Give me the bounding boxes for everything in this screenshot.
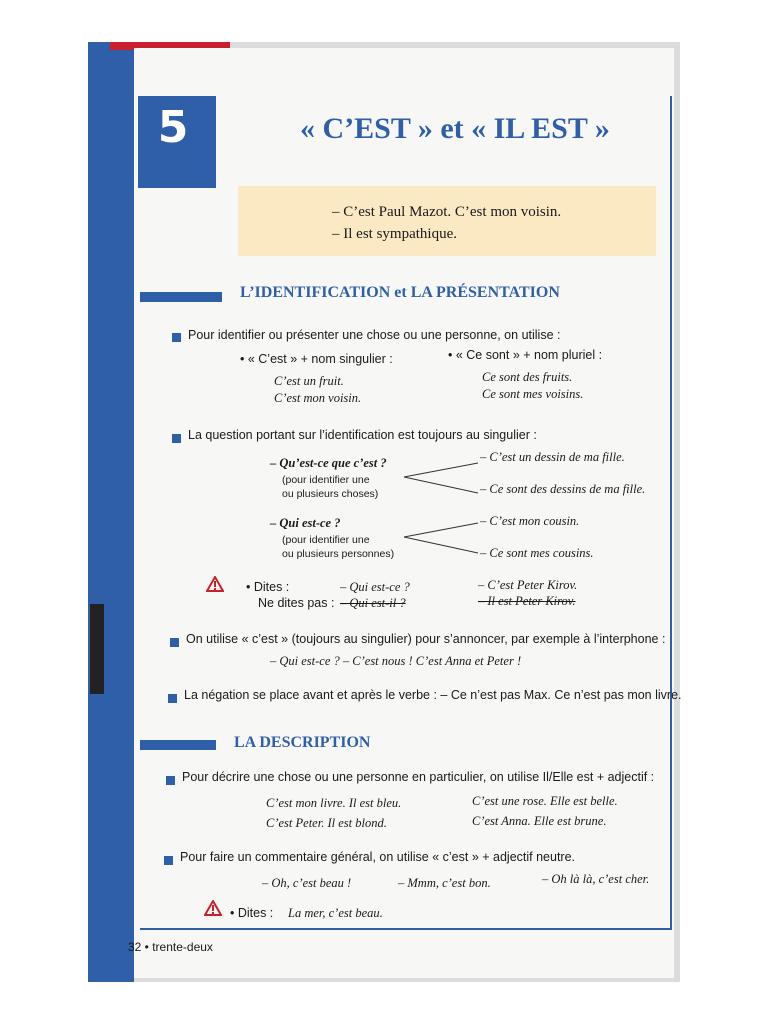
example: – Oh là là, c’est cher.: [542, 872, 650, 886]
page-footer: 32 • trente-deux: [128, 940, 213, 954]
square-bullet: [168, 694, 177, 703]
question: – Qui est-ce ?: [270, 516, 341, 530]
example: C’est mon voisin.: [274, 391, 362, 405]
wrong-example: – Il est Peter Kirov.: [478, 594, 576, 608]
intro-line-1: – C’est Paul Mazot. C’est mon voisin.: [332, 204, 562, 220]
square-bullet: [164, 856, 173, 865]
note: (pour identifier une: [282, 474, 370, 486]
answer: – C’est mon cousin.: [480, 514, 580, 528]
answer: – Ce sont mes cousins.: [480, 546, 594, 560]
wrong-example: – Qui est-il ?: [340, 596, 406, 610]
square-bullet: [170, 638, 179, 647]
blue-spine: [88, 42, 134, 982]
dites-label: • Dites :: [246, 580, 290, 594]
dites-label: • Dites :: [230, 906, 274, 920]
intro-box: [238, 186, 656, 256]
question: – Qu’est-ce que c’est ?: [270, 456, 387, 470]
note: (pour identifier une: [282, 534, 370, 546]
square-bullet: [172, 333, 181, 342]
square-bullet: [172, 434, 181, 443]
example: – Qui est-ce ? – C’est nous ! C’est Anna et Peter !: [270, 654, 522, 668]
binding-clips: [90, 604, 104, 694]
section-bar: [140, 292, 222, 302]
paragraph: Pour décrire une chose ou une personne en particulier, on utilise Il/Elle est + adjectif :: [182, 770, 655, 784]
paragraph: Pour identifier ou présenter une chose ou une personne, on utilise :: [188, 328, 561, 342]
note: ou plusieurs personnes): [282, 548, 395, 560]
example: Ce sont des fruits.: [482, 370, 573, 384]
section-bar: [140, 740, 216, 750]
answer: – Ce sont des dessins de ma fille.: [480, 482, 646, 496]
rule-ce-sont: • « Ce sont » + nom pluriel :: [448, 348, 603, 362]
ne-dites-pas-label: Ne dites pas :: [258, 596, 335, 610]
section-title-identification: L’IDENTIFICATION et LA PRÉSENTATION: [240, 284, 560, 301]
example: C’est mon livre. Il est bleu.: [266, 796, 402, 810]
example: – C’est Peter Kirov.: [478, 578, 578, 592]
paragraph: On utilise « c’est » (toujours au singulier) pour s’annoncer, par exemple à l’interphone :: [186, 632, 666, 646]
paragraph: Pour faire un commentaire général, on utilise « c’est » + adjectif neutre.: [180, 850, 576, 864]
rule-cest: • « C’est » + nom singulier :: [240, 352, 393, 366]
section-title-description: LA DESCRIPTION: [234, 734, 371, 751]
answer: – C’est un dessin de ma fille.: [480, 450, 625, 464]
square-bullet: [166, 776, 175, 785]
chapter-title: « C’EST » et « IL EST »: [300, 112, 610, 145]
warning-icon: [206, 576, 224, 592]
branch-lines: [400, 455, 480, 565]
example: C’est Peter. Il est blond.: [266, 816, 387, 830]
intro-line-2: – Il est sympathique.: [332, 226, 457, 242]
example: – Mmm, c’est bon.: [398, 876, 491, 890]
note: ou plusieurs choses): [282, 488, 379, 500]
example: La mer, c’est beau.: [288, 906, 383, 920]
warning-icon: [204, 900, 222, 916]
example: Ce sont mes voisins.: [482, 387, 584, 401]
example: – Oh, c’est beau !: [262, 876, 352, 890]
paragraph: La négation se place avant et après le verbe : – Ce n’est pas Max. Ce n’est pas mon livre.: [184, 688, 682, 702]
example: – Qui est-ce ?: [340, 580, 410, 594]
example: C’est Anna. Elle est brune.: [472, 814, 607, 828]
chapter-number: 5: [157, 102, 189, 153]
example: C’est un fruit.: [274, 374, 344, 388]
example: C’est une rose. Elle est belle.: [472, 794, 618, 808]
paragraph: La question portant sur l’identification est toujours au singulier :: [188, 428, 537, 442]
